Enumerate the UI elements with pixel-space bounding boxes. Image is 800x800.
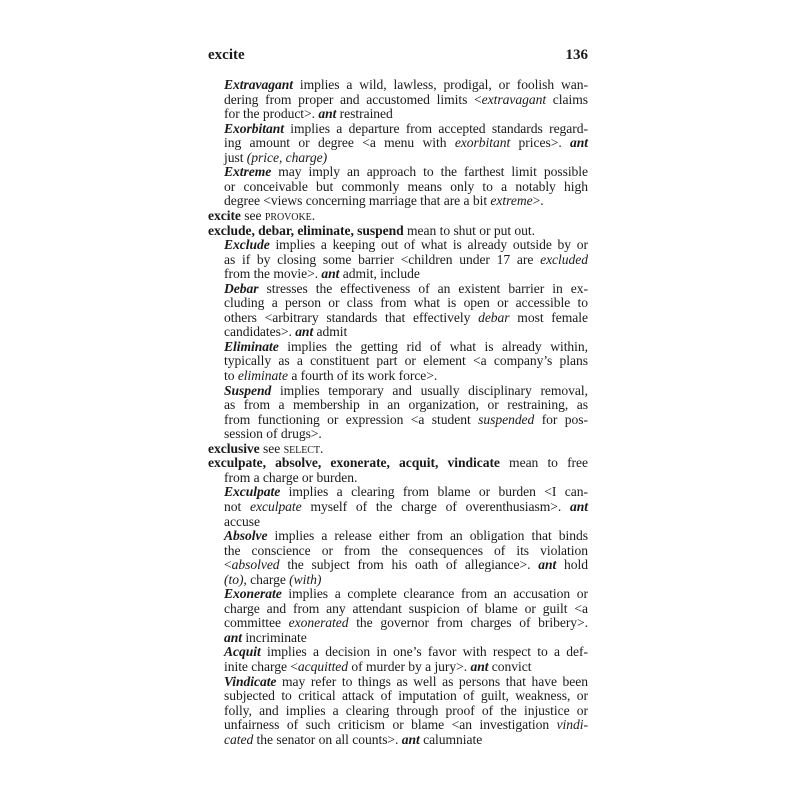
synonym-term: Exonerate bbox=[224, 586, 282, 602]
text-run: dering from proper and accustomed limits < bbox=[224, 91, 482, 107]
text-line bbox=[224, 644, 588, 659]
synonym-term: Absolve bbox=[224, 528, 268, 544]
text-run: the conscience or from the consequences of its violation bbox=[224, 542, 588, 558]
text-line bbox=[224, 237, 588, 252]
text-line bbox=[224, 499, 588, 514]
text-run: the senator on all counts>. bbox=[253, 731, 402, 747]
italic-run: (with) bbox=[289, 571, 322, 587]
text-run: not bbox=[224, 498, 251, 514]
synonym-term: Eliminate bbox=[224, 338, 279, 354]
text-run: charge bbox=[246, 571, 290, 587]
text-line bbox=[224, 484, 588, 499]
text-run: degree <views concerning marriage that are a bit bbox=[224, 193, 491, 209]
text-run: incriminate bbox=[241, 629, 307, 645]
text-run: cluding a person or class from what is open or accessible to bbox=[224, 295, 588, 311]
text-line bbox=[224, 77, 588, 92]
text-line bbox=[224, 92, 588, 107]
text-run: implies a complete clearance from an accusation or bbox=[281, 586, 588, 602]
text-run: stresses the effectiveness of an existent barrier in ex- bbox=[258, 280, 588, 296]
text-line bbox=[224, 543, 588, 558]
text-line bbox=[224, 601, 588, 616]
text-run: restrained bbox=[336, 106, 393, 122]
text-line bbox=[224, 295, 588, 310]
text-run: myself of the charge of overenthusiasm>. bbox=[301, 498, 571, 514]
text-run: claims bbox=[546, 91, 588, 107]
synonym-term: Exculpate bbox=[224, 484, 281, 500]
text-line bbox=[224, 514, 260, 529]
text-line bbox=[224, 164, 588, 179]
synonym-term: Suspend bbox=[224, 382, 272, 398]
text-run: . bbox=[319, 440, 324, 456]
text-run: subjected to critical attack of imputation of guilt, weakness, or bbox=[224, 688, 588, 704]
text-run: for the product>. bbox=[224, 106, 319, 122]
text-run: as from a membership in an organization, or restraining, as bbox=[224, 397, 588, 413]
text-run: see bbox=[240, 207, 265, 223]
text-run: others <arbitrary standards that effectively bbox=[224, 309, 479, 325]
italic-run: (to), bbox=[224, 571, 247, 587]
text-line bbox=[224, 615, 588, 630]
page-header bbox=[208, 47, 588, 69]
synonym-term: ant bbox=[295, 324, 314, 340]
italic-run: extravagant bbox=[481, 91, 547, 107]
synonym-term: ant bbox=[538, 557, 557, 573]
text-run: may refer to things as well as persons that have been bbox=[276, 673, 588, 689]
text-run: implies a departure from accepted standards regard- bbox=[283, 120, 588, 136]
text-line bbox=[224, 193, 544, 208]
text-run: session of drugs>. bbox=[224, 426, 322, 442]
text-run: the subject from his oath of allegiance>. bbox=[279, 557, 539, 573]
text-run: just bbox=[224, 149, 247, 165]
text-run: most female bbox=[509, 309, 588, 325]
text-run: admit, include bbox=[339, 266, 420, 282]
text-run: candidates>. bbox=[224, 324, 296, 340]
text-run: from a charge or burden. bbox=[224, 469, 358, 485]
text-line bbox=[224, 557, 588, 572]
entry-headword: exclusive bbox=[208, 440, 260, 456]
text-run: inite charge < bbox=[224, 659, 298, 674]
text-line bbox=[224, 703, 588, 718]
text-run: committee bbox=[224, 615, 289, 631]
italic-run: eliminate bbox=[237, 368, 288, 383]
page-number: 136 bbox=[565, 47, 588, 63]
text-run: charge and from any attendant suspicion of blame or guilt <a bbox=[224, 600, 588, 616]
text-line bbox=[224, 252, 588, 267]
text-line bbox=[224, 732, 482, 747]
text-run: mean to free bbox=[499, 455, 588, 471]
text-run: implies a keeping out of what is already outside by or bbox=[269, 237, 588, 253]
italic-run: acquitted bbox=[297, 659, 349, 674]
text-line bbox=[224, 659, 531, 674]
text-run: may imply an approach to the farthest limit possible bbox=[271, 164, 588, 180]
text-run: typically as a constituent part or element <a company’s plans bbox=[224, 353, 588, 369]
text-run: accuse bbox=[224, 513, 260, 529]
text-line bbox=[224, 339, 588, 354]
text-run: mean to shut or put out. bbox=[403, 222, 535, 238]
text-run: from functioning or expression <a student bbox=[224, 411, 479, 427]
text-line bbox=[224, 688, 588, 703]
italic-run: exculpate bbox=[250, 498, 302, 514]
text-run: to bbox=[224, 368, 238, 383]
synonym-term: Extreme bbox=[224, 164, 272, 180]
italic-run: excluded bbox=[540, 251, 588, 267]
text-run: or conceivable but commonly means only to a notably high bbox=[224, 178, 588, 194]
italic-run: vindi- bbox=[556, 717, 588, 733]
italic-run: cated bbox=[224, 731, 254, 747]
text-run: prices>. bbox=[510, 135, 571, 151]
text-run: for pos- bbox=[534, 411, 588, 427]
text-run: folly, and implies a clearing through proof of the injustice or bbox=[224, 702, 588, 718]
entry-headword: excite bbox=[208, 207, 241, 223]
text-line bbox=[224, 266, 420, 281]
text-line bbox=[224, 179, 588, 194]
italic-run: (price, charge) bbox=[246, 149, 328, 165]
text-run: implies a release either from an obligation that binds bbox=[267, 528, 588, 544]
text-run: a fourth of its work force>. bbox=[287, 368, 438, 383]
text-run: of murder by a jury>. bbox=[348, 659, 471, 674]
text-line bbox=[224, 106, 393, 121]
text-line bbox=[224, 426, 322, 441]
text-line bbox=[224, 368, 437, 383]
synonym-term: ant bbox=[318, 106, 337, 122]
text-line bbox=[224, 412, 588, 427]
italic-run: suspended bbox=[478, 411, 535, 427]
text-line bbox=[224, 150, 327, 165]
text-line bbox=[224, 324, 347, 339]
text-line bbox=[224, 397, 588, 412]
text-run: implies temporary and usually disciplinary removal, bbox=[271, 382, 588, 398]
cross-reference: select bbox=[283, 440, 320, 456]
text-line bbox=[224, 572, 321, 587]
text-line bbox=[224, 135, 588, 150]
italic-run: exorbitant bbox=[454, 135, 511, 151]
synonym-term: Vindicate bbox=[224, 673, 277, 689]
synonym-term: Extravagant bbox=[224, 77, 293, 92]
synonym-term: ant bbox=[570, 498, 588, 514]
text-run: implies a wild, lawless, prodigal, or foolish wan- bbox=[292, 77, 588, 92]
text-run: < bbox=[224, 557, 232, 573]
text-run: >. bbox=[532, 193, 544, 209]
synonym-term: ant bbox=[224, 629, 242, 645]
text-run: unfairness of such criticism or blame <an investigation bbox=[224, 717, 557, 733]
synonym-term: ant bbox=[470, 659, 489, 674]
text-line bbox=[224, 470, 357, 485]
running-headword: excite bbox=[208, 47, 245, 63]
entry-headword: exclude, debar, eliminate, suspend bbox=[208, 222, 404, 238]
synonym-term: ant bbox=[401, 731, 420, 747]
italic-run: extreme bbox=[490, 193, 533, 209]
text-run: ing amount or degree <a menu with bbox=[224, 135, 455, 151]
text-line bbox=[208, 455, 588, 470]
text-line bbox=[208, 441, 323, 456]
text-run: implies the getting rid of what is already within, bbox=[278, 338, 588, 354]
synonym-term: ant bbox=[570, 135, 588, 151]
text-line bbox=[224, 586, 588, 601]
text-line bbox=[224, 281, 588, 296]
text-line bbox=[224, 674, 588, 689]
text-line bbox=[224, 310, 588, 325]
text-run: see bbox=[259, 440, 284, 456]
text-run: hold bbox=[556, 557, 588, 573]
synonym-term: Debar bbox=[224, 280, 259, 296]
synonym-term: Exorbitant bbox=[224, 120, 284, 136]
text-run: implies a clearing from blame or burden <I can- bbox=[280, 484, 588, 500]
italic-run: exonerated bbox=[288, 615, 349, 631]
synonym-term: ant bbox=[321, 266, 340, 282]
text-line bbox=[224, 121, 588, 136]
text-run: admit bbox=[313, 324, 348, 340]
text-run: as if by closing some barrier <children under 17 are bbox=[224, 251, 541, 267]
text-run: calumniate bbox=[419, 731, 483, 747]
text-line bbox=[224, 353, 588, 368]
text-line bbox=[224, 717, 588, 732]
italic-run: debar bbox=[478, 309, 510, 325]
synonym-term: Exclude bbox=[224, 237, 270, 253]
text-line bbox=[224, 383, 588, 398]
text-line bbox=[208, 208, 315, 223]
text-line bbox=[224, 528, 588, 543]
entry-headword: exculpate, absolve, exonerate, acquit, vindicate bbox=[208, 455, 500, 471]
text-run: from the movie>. bbox=[224, 266, 322, 282]
text-run: implies a decision in one’s favor with respect to a def- bbox=[260, 644, 588, 660]
synonym-term: Acquit bbox=[224, 644, 261, 660]
text-line bbox=[224, 630, 307, 645]
text-run: the governor from charges of bribery>. bbox=[348, 615, 589, 631]
text-line bbox=[208, 223, 535, 238]
text-run: convict bbox=[488, 659, 532, 674]
text-run: . bbox=[311, 207, 316, 223]
cross-reference: provoke bbox=[264, 207, 312, 223]
italic-run: absolved bbox=[231, 557, 280, 573]
